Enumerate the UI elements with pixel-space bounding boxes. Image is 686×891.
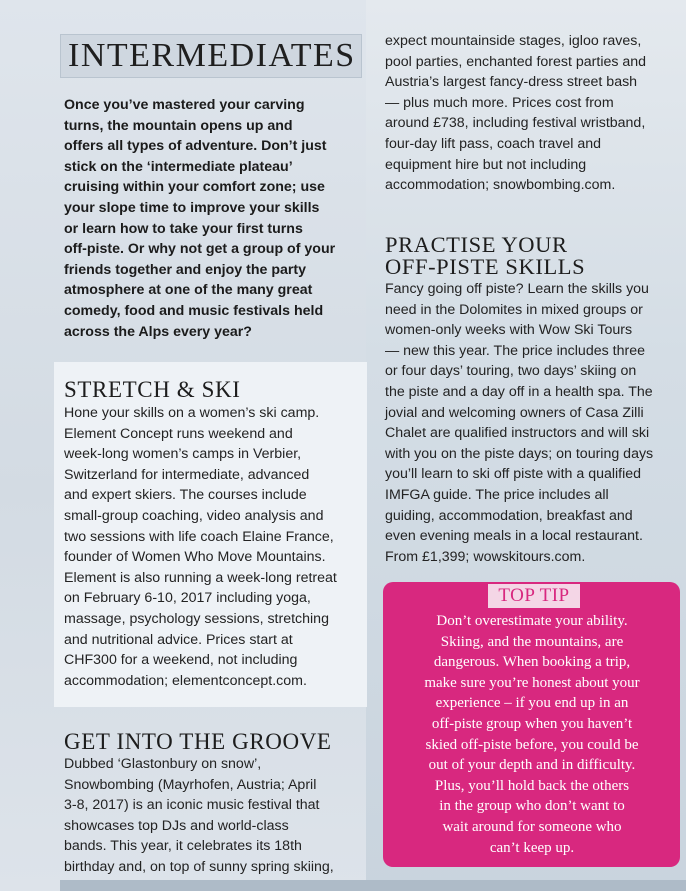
intro-line: your slope time to improve your skills <box>64 199 320 216</box>
top-tip-text <box>390 611 674 858</box>
stretch-line: on February 6-10, 2017 including yoga, <box>64 590 311 607</box>
tip-line: in the group who don’t want to <box>439 798 625 815</box>
tip-line: Skiing, and the mountains, are <box>440 633 624 650</box>
stretch-line: Switzerland for intermediate, advanced <box>64 466 310 483</box>
offpiste-line: Fancy going off piste? Learn the skills you <box>385 281 649 297</box>
offpiste-heading <box>385 234 585 278</box>
groove-line: showcases top DJs and world-class <box>64 817 289 834</box>
intro-line: turns, the mountain opens up and <box>64 117 293 134</box>
offpiste-line: women-only weeks with Wow Ski Tours <box>385 322 633 339</box>
offpiste-line: the piste and a day off in a health spa. The <box>385 383 653 400</box>
intro-line: Once you’ve mastered your carving <box>64 97 305 113</box>
offpiste-line: — new this year. The price includes three <box>385 342 645 359</box>
offpiste-line: even evening meals in a local restaurant. <box>385 528 643 545</box>
stretch-line: and expert skiers. The courses include <box>64 487 307 504</box>
groove-continued-line: accommodation; snowbombing.com. <box>385 177 616 194</box>
tip-line: skied off-piste before, you could be <box>425 736 639 753</box>
tip-line: experience – if you end up in an <box>435 695 629 712</box>
offpiste-line: From £1,399; wowskitours.com. <box>385 548 586 565</box>
groove-continued-line: — plus much more. Prices cost from <box>385 94 614 111</box>
offpiste-line: jovial and welcoming owners of Casa Zilli <box>385 404 644 421</box>
intro-line: across the Alps every year? <box>64 323 252 340</box>
tip-line: out of your depth and in difficulty. <box>428 757 636 774</box>
groove-continued-line: pool parties, enchanted forest parties and <box>385 53 647 70</box>
stretch-line: massage, psychology sessions, stretching <box>64 610 329 627</box>
groove-body <box>64 754 364 878</box>
top-tip-label: TOP TIP <box>498 585 570 606</box>
intro-line: friends together and enjoy the party <box>64 261 307 278</box>
stretch-line: week-long women’s camps in Verbier, <box>64 446 302 463</box>
stretch-heading: STRETCH & SKI <box>64 377 241 402</box>
page-title: INTERMEDIATES <box>68 37 356 74</box>
stretch-line: Element is also running a week-long retreat <box>64 569 337 586</box>
tip-line: Don’t overestimate your ability. <box>436 613 628 629</box>
stretch-body <box>64 403 364 691</box>
offpiste-line: or four days’ touring, two days’ skiing on <box>385 363 637 380</box>
tip-line: off-piste group when you haven’t <box>431 715 633 732</box>
offpiste-heading-line-1: PRACTISE YOUR <box>385 232 568 257</box>
groove-continued-line: Austria’s largest fancy-dress street bash <box>385 74 638 91</box>
intro-line: cruising within your comfort zone; use <box>64 179 325 196</box>
groove-line: Snowbombing (Mayrhofen, Austria; April <box>64 776 317 793</box>
tip-line: make sure you’re honest about your <box>424 674 640 691</box>
stretch-line: Element Concept runs weekend and <box>64 425 293 442</box>
stretch-line: Hone your skills on a women’s ski camp. <box>64 405 320 421</box>
bottom-strip <box>60 880 686 891</box>
groove-line: bands. This year, it celebrates its 18th <box>64 838 302 855</box>
stretch-line: founder of Women Who Move Mountains. <box>64 549 326 566</box>
stretch-line: two sessions with life coach Elaine France, <box>64 528 334 545</box>
groove-continued-line: expect mountainside stages, igloo raves, <box>385 33 642 49</box>
intro-line: off-piste. Or why not get a group of your <box>64 241 336 258</box>
stretch-line: accommodation; elementconcept.com. <box>64 672 307 689</box>
intro-line: stick on the ‘intermediate plateau’ <box>64 158 293 175</box>
stretch-line: and nutritional advice. Prices start at <box>64 631 293 648</box>
groove-continued-body <box>385 31 683 196</box>
groove-continued-line: around £738, including festival wristband, <box>385 115 646 132</box>
groove-continued-line: four-day lift pass, coach travel and <box>385 135 602 152</box>
tip-line: Plus, you’ll hold back the others <box>434 777 630 794</box>
offpiste-line: with you on the piste days; on touring days <box>385 445 654 462</box>
tip-line: can’t keep up. <box>489 839 575 856</box>
offpiste-heading-line-2: OFF-PISTE SKILLS <box>385 254 586 279</box>
stretch-line: small-group coaching, video analysis and <box>64 507 324 524</box>
stretch-line: CHF300 for a weekend, not including <box>64 652 298 669</box>
intro-line: comedy, food and music festivals held <box>64 302 324 319</box>
intro-line: offers all types of adventure. Don’t just <box>64 138 327 155</box>
offpiste-line: need in the Dolomites in mixed groups or <box>385 301 643 318</box>
offpiste-line: IMFGA guide. The price includes all <box>385 486 609 503</box>
groove-line: 3-8, 2017) is an iconic music festival that <box>64 797 320 814</box>
groove-line: Dubbed ‘Glastonbury on snow’, <box>64 756 262 772</box>
intro-line: or learn how to take your first turns <box>64 220 303 237</box>
offpiste-line: you’ll learn to ski off piste with a qualified <box>385 466 642 483</box>
groove-continued-line: equipment hire but not including <box>385 156 587 173</box>
offpiste-line: Chalet are qualified instructors and will ski <box>385 425 650 442</box>
offpiste-line: guiding, accommodation, breakfast and <box>385 507 633 524</box>
tip-line: wait around for someone who <box>442 818 622 835</box>
intro-paragraph <box>64 95 364 342</box>
offpiste-body <box>385 279 683 567</box>
intro-line: atmosphere at one of the many great <box>64 282 313 299</box>
groove-heading: GET INTO THE GROOVE <box>64 729 332 754</box>
tip-line: dangerous. When booking a trip, <box>433 654 631 671</box>
groove-line: birthday and, on top of sunny spring skiing, <box>64 858 334 875</box>
